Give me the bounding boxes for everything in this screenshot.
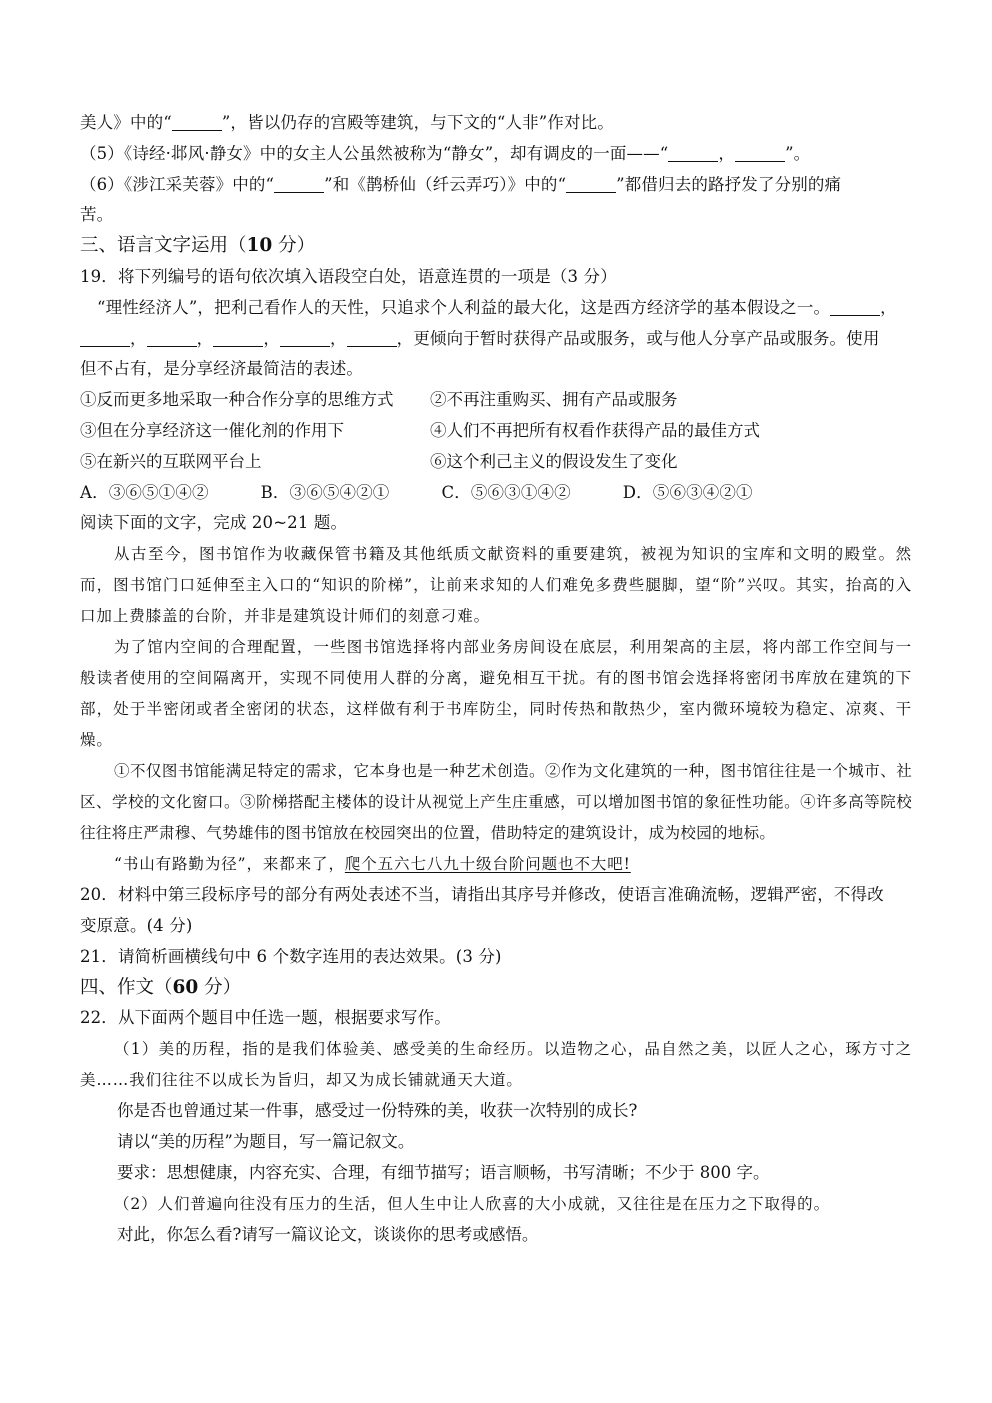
option-3: ③但在分享经济这一催化剂的作用下 (80, 420, 344, 440)
choice-d: D．⑤⑥③④②① (622, 482, 753, 502)
q19-options-row-3 (80, 447, 912, 478)
reading-intro: 阅读下面的文字，完成 20~21 题。 (80, 513, 348, 533)
essay-topic-1-task: 请以“美的历程”为题目，写一篇记叙文。 (117, 1131, 415, 1151)
q18-item-5: （5）《诗经·邶风·静女》中的女主人公虽然被称为“静女”，却有调皮的一面——“ ， ”。 (80, 143, 811, 163)
answer-blank (172, 112, 222, 131)
q22-stem: 22．从下面两个题目中任选一题，根据要求写作。 (80, 1008, 451, 1028)
choice-b: B．③⑥⑤④②① (260, 482, 390, 502)
underlined-sentence: 爬个五六七八九十级台阶问题也不大吧! (344, 855, 631, 874)
answer-blank (80, 328, 130, 347)
reading-paragraph-3: ①不仅图书馆能满足特定的需求，它本身也是一种艺术创造。②作为文化建筑的一种，图书馆往往是一个城市、社区、学校的文化窗口。③阶梯搭配主楼体的设计从视觉上产生庄重感，可以增加图书馆的象征性功能。④许多高等院校往往将庄严肃穆、气势雄伟的图书馆放在校园突出的位置，借助特定的建筑设计，成为校园的地标。 (80, 762, 912, 843)
option-1: ①反而更多地采取一种合作分享的思维方式 (80, 390, 394, 410)
answer-blank (735, 143, 785, 162)
q19-choices (80, 478, 912, 509)
reading-paragraph-2: 为了馆内空间的合理配置，一些图书馆选择将内部业务房间设在底层，利用架高的主层，将内部工作空间与一般读者使用的空间隔离开，实现不同使用人群的分离，避免相互干扰。有的图书馆会选择将密闭书库放在建筑的下部，处于半密闭或者全密闭的状态，这样做有利于书库防尘，同时传热和散热少，室内微环境较为稳定、凉爽、干燥。 (80, 638, 912, 750)
answer-blank (347, 328, 397, 347)
q19-options-row-2 (80, 416, 912, 447)
essay-requirements: 要求：思想健康，内容充实、合理，有细节描写；语言顺畅，书写清晰；不少于 800 字。 (117, 1162, 770, 1182)
q19-passage-3: 但不占有，是分享经济最简洁的表述。 (80, 359, 364, 379)
q18-line-1: 美人》中的“ ”，皆以仍存的宫殿等建筑，与下文的“人非”作对比。 (80, 113, 614, 132)
q18-item-6-cont: 苦。 (80, 205, 114, 225)
reading-paragraph-4: “书山有路勤为径”，来都来了，爬个五六七八九十级台阶问题也不大吧! (114, 855, 631, 874)
exam-page (80, 108, 912, 1250)
answer-blank (147, 328, 197, 347)
answer-blank (566, 174, 616, 193)
option-6: ⑥这个利己主义的假设发生了变化 (430, 451, 678, 471)
section-3-title: 三、语言文字运用（10 分） (80, 235, 316, 257)
q20-line-1: 20．材料中第三段标序号的部分有两处表述不当，请指出其序号并修改，使语言准确流畅，逻辑严密，不得改 (80, 885, 884, 905)
essay-topic-1-question: 你是否也曾通过某一件事，感受过一份特殊的美，收获一次特别的成长? (117, 1101, 638, 1121)
q18-item-6: （6）《涉江采芙蓉》中的“ ”和《鹊桥仙（纤云弄巧）》中的“ ”都借归去的路抒发了分别的痛 (80, 174, 842, 194)
reading-paragraph-1: 从古至今，图书馆作为收藏保管书籍及其他纸质文献资料的重要建筑，被视为知识的宝库和文明的殿堂。然而，图书馆门口延伸至主入口的“知识的阶梯”，让前来求知的人们难免多费些腿脚，望“阶”兴叹。其实，抬高的入口加上费膝盖的台阶，并非是建筑设计师们的刻意刁难。 (80, 545, 912, 626)
choice-a: A．③⑥⑤①④② (80, 482, 209, 502)
choice-c: C．⑤⑥③①④② (441, 482, 571, 502)
essay-topic-2: （2）人们普遍向往没有压力的生活，但人生中让人欣喜的大小成就，又往往是在压力之下取得的。 (114, 1194, 830, 1213)
q19-passage-2: ， ， ， ， ，更倾向于暂时获得产品或服务，或与他人分享产品或服务。使用 (80, 324, 912, 355)
section-4-title: 四、作文（60 分） (80, 976, 242, 998)
answer-blank (668, 143, 718, 162)
answer-blank (830, 297, 880, 316)
essay-topic-1: （1）美的历程，指的是我们体验美、感受美的生命经历。以造物之心，品自然之美，以匠人之心，琢方寸之美……我们往往不以成长为旨归，却又为成长铺就通天大道。 (80, 1040, 912, 1090)
option-4: ④人们不再把所有权看作获得产品的最佳方式 (430, 420, 760, 440)
q21: 21．请简析画横线句中 6 个数字连用的表达效果。(3 分) (80, 946, 502, 966)
q20-line-2: 变原意。(4 分) (80, 915, 193, 935)
q19-stem: 19．将下列编号的语句依次填入语段空白处，语意连贯的一项是（3 分） (80, 266, 617, 286)
essay-topic-2-task: 对此，你怎么看?请写一篇议论文，谈谈你的思考或感悟。 (117, 1224, 539, 1244)
option-5: ⑤在新兴的互联网平台上 (80, 451, 262, 471)
q19-passage-1: “理性经济人”，把利己看作人的天性，只追求个人利益的最大化，这是西方经济学的基本假设之一。 ， (97, 297, 897, 317)
answer-blank (274, 174, 324, 193)
answer-blank (213, 328, 263, 347)
answer-blank (280, 328, 330, 347)
option-2: ②不再注重购买、拥有产品或服务 (430, 390, 678, 410)
q19-options-row-1 (80, 385, 912, 416)
